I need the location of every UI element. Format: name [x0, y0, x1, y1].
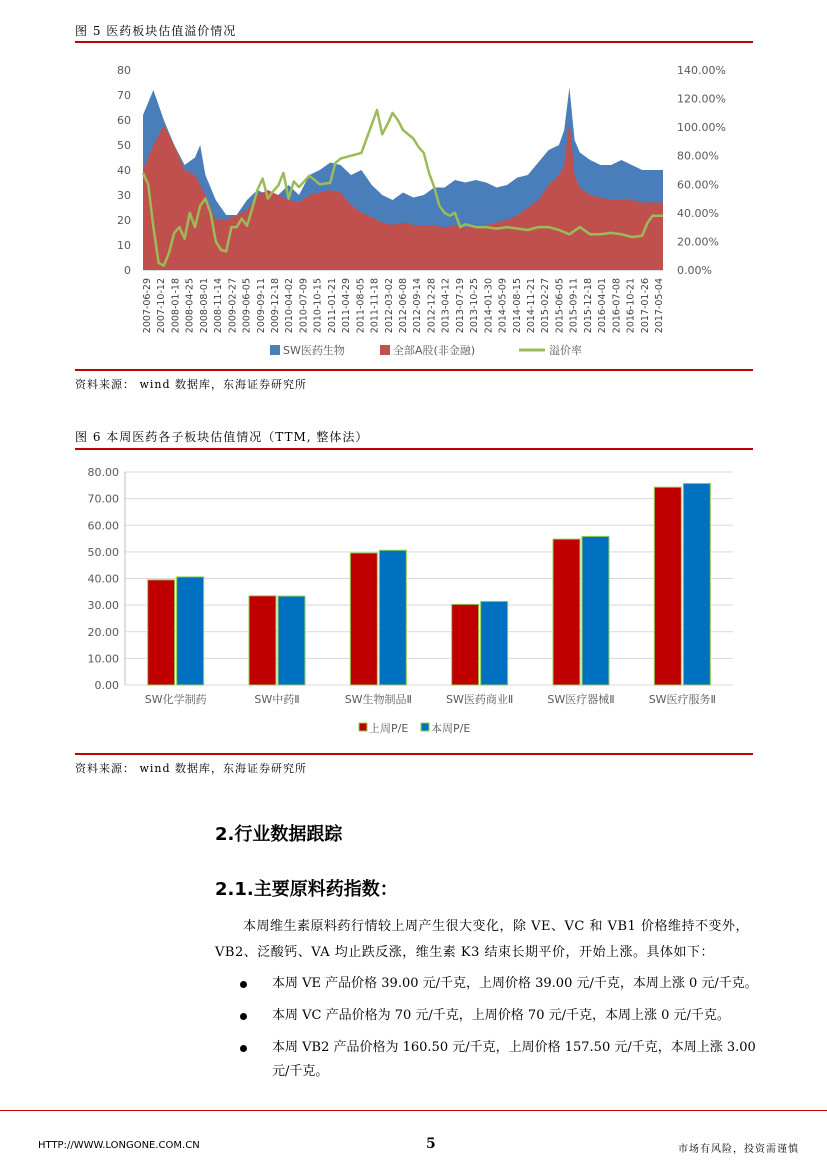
bar-this-week — [683, 483, 710, 685]
bar-last-week — [553, 539, 580, 685]
y-right-tick-label: 120.00% — [677, 92, 726, 106]
x-tick-label: 2013-10-25 — [469, 278, 481, 334]
x-tick-label: SW化学制药 — [144, 693, 207, 706]
y-tick-label: 10.00 — [87, 652, 119, 666]
x-tick — [583, 278, 594, 333]
legend-label: 全部A股(非金融) — [393, 344, 476, 357]
x-tick — [227, 278, 238, 333]
x-tick-label: 2015-06-05 — [554, 278, 566, 334]
figure5-bottom-rule — [75, 369, 753, 371]
x-tick — [640, 278, 651, 333]
list-item — [240, 972, 800, 996]
x-tick-label: 2010-10-15 — [312, 278, 324, 334]
y-tick-label: 60.00 — [87, 519, 119, 533]
bar-this-week — [582, 536, 609, 685]
x-tick — [498, 278, 509, 333]
x-tick-label: 2015-12-18 — [582, 278, 594, 334]
x-tick-label: 2016-04-01 — [597, 278, 609, 334]
figure5-source: 资料来源： wind 数据库，东海证券研究所 — [75, 378, 308, 391]
x-tick-label: SW中药Ⅱ — [254, 693, 300, 706]
x-tick-label: 2013-04-12 — [440, 278, 452, 334]
x-tick — [270, 278, 281, 333]
x-tick — [256, 278, 267, 333]
bullet-icon — [240, 981, 247, 988]
paragraph-line-2: VB2、泛酸钙、VA 均止跌反涨，维生素 K3 结束长期平价，开始上涨。具体如下： — [215, 945, 714, 960]
x-tick-label: 2011-11-18 — [369, 278, 381, 334]
x-tick — [441, 278, 452, 333]
x-tick — [341, 278, 352, 333]
y-tick-label: 40.00 — [87, 572, 119, 586]
bullet-icon — [240, 1013, 247, 1020]
x-tick — [199, 278, 210, 333]
legend-swatch — [359, 723, 367, 731]
x-tick-label: 2008-01-18 — [170, 278, 182, 334]
paragraph-line-1: 本周维生素原料药行情较上周产生很大变化，除 VE、VC 和 VB1 价格维持不变外， — [243, 919, 749, 934]
bar-last-week — [654, 487, 681, 685]
list-item-text: 本周 VE 产品价格 39.00 元/千克，上周价格 39.00 元/千克，本周上涨 0 元/千克。 — [272, 976, 758, 991]
y-right-tick-label: 0.00% — [677, 264, 712, 277]
x-tick-label: 2010-04-02 — [284, 278, 296, 334]
x-tick-label: 2015-09-11 — [568, 278, 580, 334]
figure6-title: 图 6 本周医药各子板块估值情况（TTM, 整体法） — [75, 430, 369, 444]
x-tick-label: 2012-09-14 — [412, 278, 424, 334]
x-tick-label: 2009-12-18 — [270, 278, 281, 334]
x-tick — [426, 278, 437, 333]
x-tick — [483, 278, 494, 333]
x-tick — [327, 278, 338, 333]
y-left-tick-label: 80 — [117, 64, 131, 77]
y-left-tick-label: 50 — [117, 139, 131, 152]
y-left-tick-label: 20 — [117, 214, 131, 227]
y-tick-label: 70.00 — [87, 492, 119, 506]
list-item-text: 本周 VC 产品价格为 70 元/千克，上周价格 70 元/千克，本周上涨 0 元/千克。 — [272, 1008, 730, 1023]
y-right-tick-label: 140.00% — [677, 64, 726, 77]
legend-swatch — [421, 723, 429, 731]
x-tick — [469, 278, 480, 333]
x-tick — [654, 278, 665, 333]
x-tick — [611, 278, 622, 333]
x-tick — [569, 278, 580, 333]
x-tick-label: 2014-05-09 — [497, 278, 509, 334]
legend-label: 溢价率 — [549, 344, 582, 357]
x-tick-label: 2011-01-21 — [326, 278, 338, 334]
subsection-heading: 2.1.主要原料药指数： — [215, 879, 398, 900]
legend-swatch — [270, 345, 280, 355]
legend-label: 本周P/E — [431, 722, 471, 735]
x-tick-label: 2007-10-12 — [156, 278, 168, 334]
figure6-top-rule — [75, 448, 753, 450]
x-tick — [213, 278, 224, 333]
subsector-pe-bar-chart — [75, 452, 753, 752]
bar-this-week — [379, 550, 406, 685]
x-tick-label: 2013-07-19 — [454, 278, 466, 334]
premium-area-chart — [75, 48, 753, 370]
y-right-tick-label: 20.00% — [677, 235, 719, 249]
x-tick-label: 2014-08-15 — [511, 278, 523, 334]
y-tick-label: 30.00 — [87, 599, 119, 613]
x-tick-label: 2009-02-27 — [227, 278, 239, 334]
x-tick-label: 2008-08-01 — [198, 278, 210, 334]
x-tick-label: 2011-04-29 — [341, 278, 353, 334]
x-tick-label: SW医疗器械Ⅱ — [547, 693, 615, 706]
y-right-tick-label: 60.00% — [677, 178, 719, 192]
bar-last-week — [350, 553, 377, 685]
x-tick-label: 2009-09-11 — [255, 278, 267, 334]
x-tick — [313, 278, 324, 333]
y-left-tick-label: 40 — [117, 164, 131, 177]
x-tick-label: 2012-06-08 — [398, 278, 409, 334]
y-right-tick-label: 100.00% — [677, 121, 726, 135]
x-tick-label: 2011-08-05 — [355, 278, 367, 334]
bar-this-week — [481, 601, 508, 685]
x-tick — [170, 278, 181, 333]
x-tick — [284, 278, 295, 333]
bar-this-week — [177, 577, 204, 685]
x-tick — [540, 278, 551, 333]
y-left-tick-label: 10 — [117, 239, 131, 252]
x-tick-label: 2016-10-21 — [625, 278, 637, 334]
y-left-tick-label: 30 — [117, 189, 131, 202]
bar-last-week — [452, 604, 479, 685]
list-item-text-continued: 元/千克。 — [272, 1064, 329, 1079]
figure5-top-rule — [75, 41, 753, 43]
x-tick-label: 2015-02-27 — [540, 278, 552, 334]
y-tick-label: 80.00 — [87, 466, 119, 479]
section-heading: 2.行业数据跟踪 — [215, 824, 343, 845]
x-tick-label: 2007-06-29 — [142, 278, 153, 334]
x-tick-label: 2012-12-28 — [426, 278, 438, 334]
figure5-title: 图 5 医药板块估值溢价情况 — [75, 24, 237, 38]
y-tick-label: 50.00 — [87, 545, 119, 559]
footer-disclaimer: 市场有风险，投资需谨慎 — [678, 1144, 799, 1155]
y-left-tick-label: 0 — [124, 264, 131, 277]
y-right-tick-label: 80.00% — [677, 149, 719, 163]
page-number: 5 — [426, 1136, 436, 1152]
x-tick — [185, 278, 196, 333]
legend-label: 上周P/E — [369, 722, 409, 735]
x-tick — [142, 278, 153, 333]
list-item — [240, 1004, 800, 1028]
x-tick-label: 2014-11-21 — [526, 278, 537, 334]
x-tick — [455, 278, 466, 333]
figure6-source: 资料来源： wind 数据库，东海证券研究所 — [75, 762, 308, 775]
x-tick-label: SW医疗服务Ⅱ — [648, 693, 716, 706]
x-tick-label: 2009-06-05 — [241, 278, 253, 334]
x-tick-label: 2016-07-08 — [611, 278, 623, 334]
x-tick — [384, 278, 395, 333]
x-tick-label: SW生物制品Ⅱ — [344, 693, 412, 706]
x-tick — [412, 278, 423, 333]
figure6-bottom-rule — [75, 753, 753, 755]
bar-last-week — [148, 580, 175, 685]
legend-label: SW医药生物 — [283, 344, 345, 357]
footer-url[interactable]: HTTP://WWW.LONGONE.COM.CN — [38, 1140, 200, 1151]
bullet-icon — [240, 1045, 247, 1052]
x-tick — [370, 278, 381, 333]
x-tick — [512, 278, 523, 333]
x-tick — [355, 278, 366, 333]
y-left-tick-label: 60 — [117, 114, 131, 127]
x-tick — [298, 278, 309, 333]
y-right-tick-label: 40.00% — [677, 206, 719, 220]
x-tick-label: 2017-01-26 — [639, 278, 651, 334]
x-tick — [156, 278, 167, 333]
y-left-tick-label: 70 — [117, 89, 131, 102]
x-tick — [242, 278, 253, 333]
x-tick-label: 2008-04-25 — [184, 278, 196, 334]
x-tick — [597, 278, 608, 333]
x-tick-label: 2010-07-09 — [298, 278, 310, 334]
x-tick-label: 2017-05-04 — [654, 278, 665, 334]
footer-rule — [0, 1110, 827, 1111]
legend-swatch — [380, 345, 390, 355]
x-tick — [398, 278, 409, 333]
x-tick-label: 2008-11-14 — [213, 278, 225, 334]
list-item-text: 本周 VB2 产品价格为 160.50 元/千克，上周价格 157.50 元/千克，本周上涨 3.00 — [272, 1040, 756, 1055]
y-tick-label: 0.00 — [94, 679, 119, 692]
x-tick-label: 2014-01-30 — [483, 278, 495, 334]
list-item — [240, 1036, 800, 1084]
x-tick-label: 2012-03-02 — [383, 278, 395, 334]
y-tick-label: 20.00 — [87, 625, 119, 639]
bar-this-week — [278, 596, 305, 685]
x-tick — [526, 278, 537, 333]
x-tick — [626, 278, 637, 333]
x-tick — [554, 278, 565, 333]
bar-last-week — [249, 596, 276, 685]
x-tick-label: SW医药商业Ⅱ — [446, 693, 514, 706]
